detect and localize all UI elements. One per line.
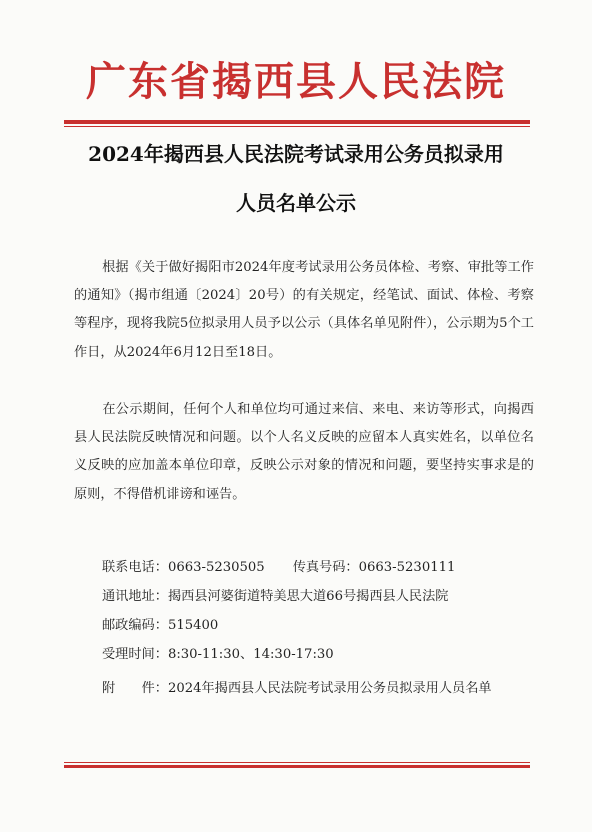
- body-paragraph-1: [74, 254, 534, 367]
- address-value: 揭西县河婆街道特美思大道66号揭西县人民法院: [167, 589, 449, 604]
- phone-value: 0663-5230505: [167, 560, 265, 575]
- hours-value: 8:30-11:30、14:30-17:30: [167, 647, 334, 662]
- fax-value: 0663-5230111: [358, 560, 456, 575]
- phone-label: 联系电话：: [102, 560, 168, 575]
- attachment-line: [74, 674, 534, 703]
- contact-phone-fax-line: [102, 558, 455, 578]
- postcode-value: 515400: [167, 618, 219, 633]
- document-title-line1: 2024年揭西县人民法院考试录用公务员拟录用: [88, 142, 504, 166]
- attachment-label: 附 件：: [102, 681, 168, 696]
- body-paragraph-2: [74, 396, 534, 509]
- contact-address-line: [102, 587, 448, 607]
- footer-rule-thin: [64, 762, 530, 763]
- address-label: 通讯地址：: [102, 589, 168, 604]
- fax-label: 传真号码：: [292, 560, 359, 575]
- court-name-header: 广东省揭西县人民法院: [86, 58, 506, 105]
- body-paragraph-1-text: 根据《关于做好揭阳市2024年度考试录用公务员体检、考察、审批等工作的通知》（揭市组通〔2024〕20号）的有关规定，经笔试、面试、体检、考察等程序，现将我院5位拟录用人员予以公示（具体名单见附件），公示期为5个工作日，从2024年6月12日至18日。: [74, 260, 534, 360]
- hours-label: 受理时间：: [102, 647, 168, 662]
- contact-postcode-line: [102, 616, 218, 636]
- header-rule-thick: [64, 120, 530, 124]
- document-title-line2: 人员名单公示: [236, 191, 356, 215]
- header-rule-thin: [64, 126, 530, 127]
- contact-hours-line: [102, 645, 334, 665]
- attachment-value: 2024年揭西县人民法院考试录用公务员拟录用人员名单: [167, 681, 492, 696]
- footer-rule-thick: [64, 765, 530, 768]
- body-paragraph-2-text: 在公示期间，任何个人和单位均可通过来信、来电、来访等形式，向揭西县人民法院反映情况和问题。以个人名义反映的应留本人真实姓名，以单位名义反映的应加盖本单位印章，反映公示对象的情况和问题，要坚持实事求是的原则，不得借机诽谤和诬告。: [74, 402, 534, 502]
- postcode-label: 邮政编码：: [102, 618, 168, 633]
